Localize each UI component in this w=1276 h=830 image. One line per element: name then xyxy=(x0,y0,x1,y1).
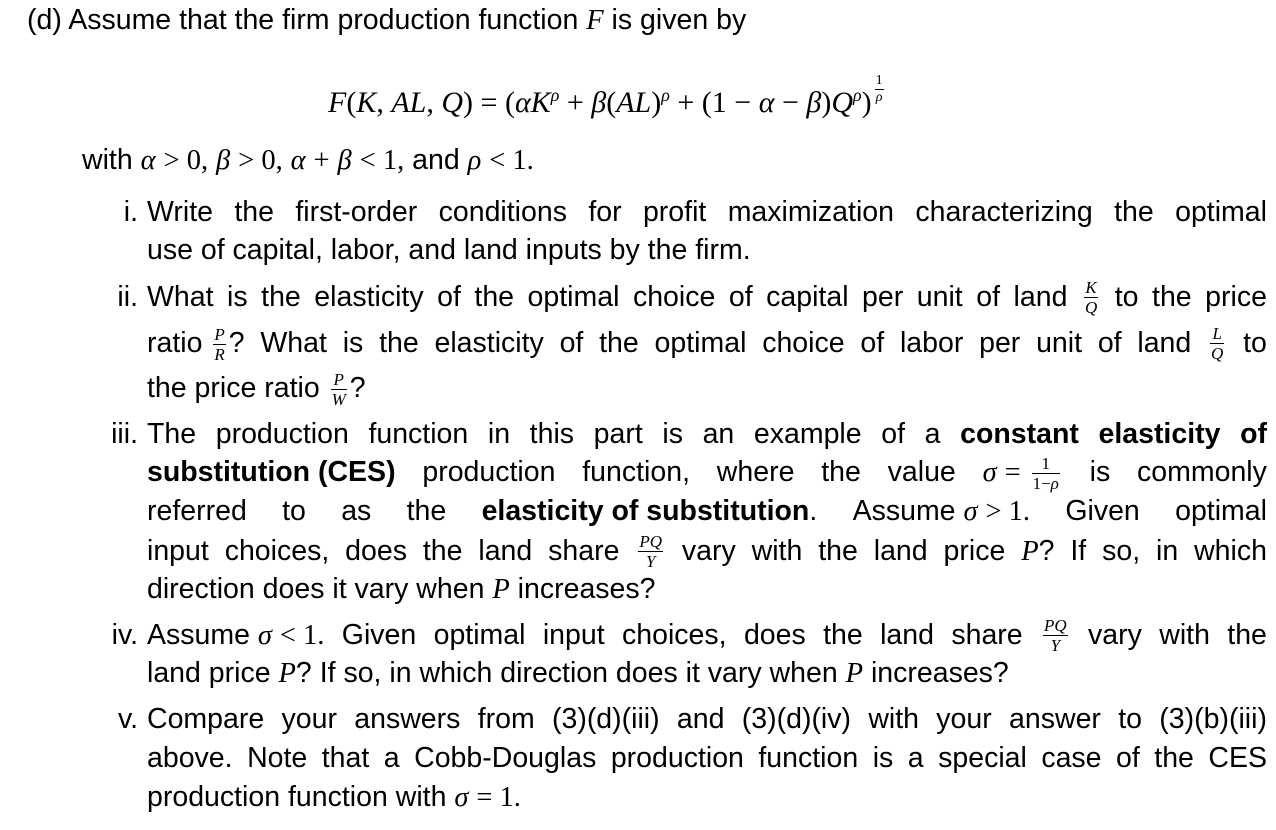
part-label: (d) xyxy=(27,4,62,36)
parameter-conditions: with α > 0, β > 0, α + β < 1, and ρ < 1. xyxy=(82,144,534,176)
item-label: i. xyxy=(123,196,138,228)
part-intro: Assume that the firm production function F is given by xyxy=(68,4,747,36)
item-label: iv. xyxy=(111,619,138,651)
production-function-equation: F(K, AL, $Q) = (\alpha K^\rho + \beta(AL)^\rho + (1 - \alpha - \beta)Q^\rho)$ $\frac{1}{\rho}$ xyxy=(328,73,883,119)
item-label: v. xyxy=(117,703,138,735)
item-label: ii. xyxy=(117,281,138,313)
part-heading xyxy=(27,2,746,39)
item-label: iii. xyxy=(111,418,138,450)
